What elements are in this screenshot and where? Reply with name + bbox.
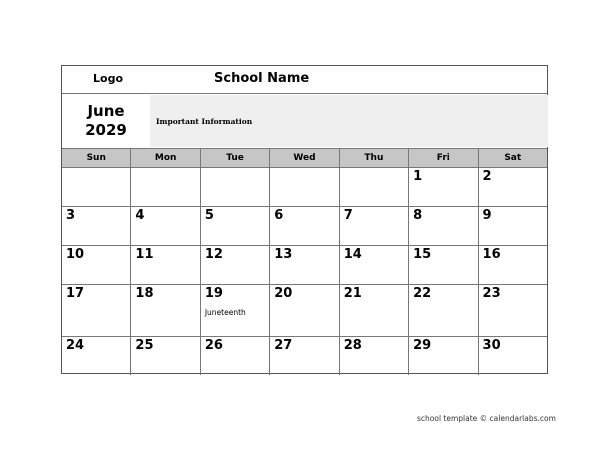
day-cell: [201, 337, 270, 375]
weekday-sat: Sat: [504, 153, 522, 163]
day-number: 6: [274, 208, 284, 223]
day-number: 22: [413, 286, 432, 301]
day-cell: [270, 168, 339, 206]
day-cell: [201, 246, 270, 284]
weekday-fri: Fri: [409, 149, 478, 167]
day-cell: [270, 285, 339, 336]
month-year: 2029: [85, 121, 127, 139]
day-number: 18: [135, 286, 154, 301]
weekday-tue: Tue: [201, 149, 270, 167]
day-number: 10: [66, 247, 85, 262]
day-number: 1: [413, 169, 423, 184]
day-number: 2: [482, 169, 492, 184]
day-cell: [479, 168, 547, 206]
day-number: 13: [274, 247, 293, 262]
logo-placeholder: Logo: [93, 72, 123, 85]
day-number: 5: [204, 208, 214, 223]
day-number: 23: [482, 286, 501, 301]
day-number: 16: [482, 247, 501, 262]
day-number: 17: [66, 286, 85, 301]
footer-credit: school template © calendarlabs.com: [417, 414, 556, 423]
month-row: [62, 94, 547, 149]
day-cell: [131, 285, 200, 336]
day-number: 19: [204, 286, 223, 301]
day-cell: [340, 337, 409, 375]
day-cell: [270, 246, 339, 284]
day-cell: [340, 246, 409, 284]
day-number: 24: [66, 338, 85, 353]
day-cell: [479, 246, 547, 284]
calendar-grid: [62, 168, 547, 375]
day-cell: [131, 207, 200, 245]
day-number: 30: [482, 338, 501, 353]
day-cell: [340, 207, 409, 245]
day-cell: [62, 285, 131, 336]
day-cell: [479, 207, 547, 245]
day-cell: [62, 168, 131, 206]
week-row: [62, 246, 547, 285]
week-row: [62, 337, 547, 375]
day-cell: [62, 246, 131, 284]
day-cell: [131, 168, 200, 206]
school-name: School Name: [214, 71, 310, 86]
weekday-header-row: [62, 149, 547, 168]
week-row: [62, 207, 547, 246]
day-cell: [409, 285, 478, 336]
day-cell: [409, 207, 478, 245]
weekday-sun: Sun: [62, 149, 131, 167]
day-cell: [270, 207, 339, 245]
month-name: June: [87, 102, 125, 120]
day-number: 21: [343, 286, 362, 301]
month-title: [62, 94, 150, 148]
weekday-mon: Mon: [131, 149, 200, 167]
day-cell: [201, 207, 270, 245]
day-cell: [409, 337, 478, 375]
day-number: 7: [343, 208, 353, 223]
day-number: 28: [343, 338, 362, 353]
day-number: 29: [413, 338, 432, 353]
day-number: 4: [135, 208, 145, 223]
day-number: 27: [274, 338, 293, 353]
day-number: 20: [274, 286, 293, 301]
day-cell: [409, 168, 478, 206]
day-cell: [201, 285, 270, 336]
day-cell: [409, 246, 478, 284]
calendar-frame: [61, 65, 548, 374]
day-number: 12: [204, 247, 223, 262]
day-cell: [131, 337, 200, 375]
day-cell: [270, 337, 339, 375]
day-number: 3: [66, 208, 76, 223]
day-number: 11: [135, 247, 154, 262]
day-number: 9: [482, 208, 492, 223]
day-cell: [131, 246, 200, 284]
day-number: 25: [135, 338, 154, 353]
day-number: 8: [413, 208, 423, 223]
day-cell: [201, 168, 270, 206]
week-row: [62, 285, 547, 337]
important-info-box: [150, 95, 548, 147]
important-info-label: Important Information: [156, 117, 253, 126]
day-cell: [340, 168, 409, 206]
day-cell: [479, 337, 547, 375]
day-cell: [62, 207, 131, 245]
weekday-wed: Wed: [270, 149, 339, 167]
day-cell: [479, 285, 547, 336]
weekday-thu: Thu: [340, 149, 409, 167]
calendar-header: [62, 66, 547, 94]
day-number: 14: [343, 247, 362, 262]
day-cell: [340, 285, 409, 336]
day-number: 15: [413, 247, 432, 262]
day-event: Juneteenth: [204, 308, 246, 317]
day-number: 26: [204, 338, 223, 353]
day-cell: [62, 337, 131, 375]
week-row: [62, 168, 547, 207]
